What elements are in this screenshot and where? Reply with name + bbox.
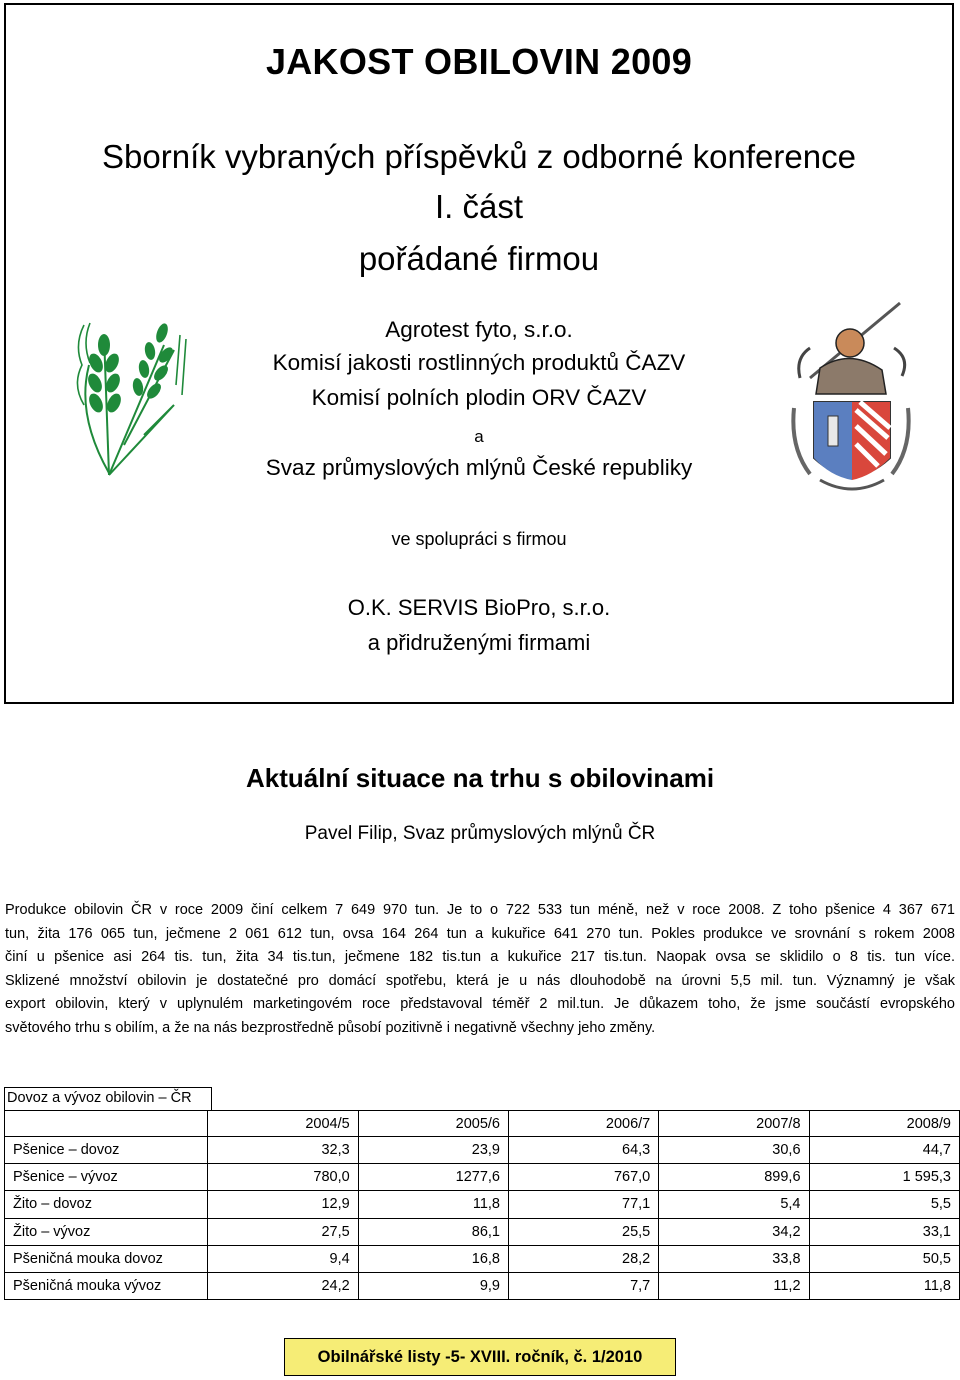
table-row [5,1137,960,1164]
row-label: Pšeničná mouka vývoz [5,1272,208,1299]
table-cell: 12,9 [208,1191,358,1218]
body-line: Sklizené množství obilovin je dostatečné pro domácí spotřebu, která je u nás dlouhodobě na úrovni 5,5 mil. tun. Významný je však [5,972,955,989]
organizer-commission-crops: Komisí polních plodin ORV ČAZV [311,385,647,410]
row-label: Žito – dovoz [5,1191,208,1218]
article-body [5,899,955,1041]
table-cell: 1277,6 [358,1164,508,1191]
table-cell: 32,3 [208,1137,358,1164]
column-header: 2008/9 [809,1111,959,1137]
organizer-agrotest: Agrotest fyto, s.r.o. [385,317,573,342]
column-header: 2007/8 [659,1111,809,1137]
table-cell: 30,6 [659,1137,809,1164]
import-export-table [4,1110,960,1300]
article-author: Pavel Filip, Svaz průmyslových mlýnů ČR [304,823,656,844]
subtitle-proceedings: Sborník vybraných příspěvků z odborné konference [102,138,856,175]
body-line: tun, žita 176 065 tun, ječmene 2 061 612 tun, ovsa 164 264 tun a kukuřice 641 270 tun. Pokles produkce ve srovnání s rokem 2008 [5,925,955,942]
table-cell: 11,8 [358,1191,508,1218]
mill-guild-crest-icon [790,298,912,498]
table-row [5,1218,960,1245]
organizer-millers-union: Svaz průmyslových mlýnů České republiky [265,455,693,480]
organizer-conjunction: a [474,427,484,446]
table-cell: 23,9 [358,1137,508,1164]
table-cell: 780,0 [208,1164,358,1191]
wheat-ears-logo-icon [64,305,194,485]
table-cell: 86,1 [358,1218,508,1245]
column-header: 2004/5 [208,1111,358,1137]
cover-frame [4,3,954,704]
body-line: světového trhu s obilím, a že na nás bezprostředně působí pozitivně i negativně všechny jeho změny. [5,1019,656,1036]
table-row [5,1191,960,1218]
table-cell: 24,2 [208,1272,358,1299]
subtitle-organized-by: pořádané firmou [358,240,600,277]
table-cell: 44,7 [809,1137,959,1164]
header-corner-cell [5,1111,208,1137]
table-cell: 9,4 [208,1245,358,1272]
table-cell: 899,6 [659,1164,809,1191]
column-header: 2005/6 [358,1111,508,1137]
table-cell: 11,2 [659,1272,809,1299]
body-line: činí u pšenice asi 264 tis. tun, žita 34 tis.tun, ječmene 182 tis.tun a kukuřice 217 tis.tun. Naopak ovsa se sklidilo o 8 tis. tun více. [5,949,955,966]
journal-footer: Obilnářské listy -5- XVIII. ročník, č. 1/2010 [284,1338,676,1376]
organizer-commission-quality: Komisí jakosti rostlinných produktů ČAZV [272,350,686,375]
table-cell: 9,9 [358,1272,508,1299]
table-row [5,1272,960,1299]
table-cell: 27,5 [208,1218,358,1245]
table-cell: 64,3 [508,1137,658,1164]
table-cell: 11,8 [809,1272,959,1299]
partner-associates: a přidruženými firmami [367,630,591,655]
body-line: Produkce obilovin ČR v roce 2009 činí celkem 7 649 970 tun. Je to o 722 533 tun méně, než v roce 2008. Z toho pšenice 4 367 671 [5,902,955,918]
partner-company: O.K. SERVIS BioPro, s.r.o. [347,595,611,620]
row-label: Pšeničná mouka dovoz [5,1245,208,1272]
table-row [5,1245,960,1272]
table-cell: 1 595,3 [809,1164,959,1191]
document-title: JAKOST OBILOVIN 2009 [265,41,693,82]
article-title: Aktuální situace na trhu s obilovinami [245,763,715,793]
table-cell: 16,8 [358,1245,508,1272]
table-cell: 34,2 [659,1218,809,1245]
table-cell: 33,8 [659,1245,809,1272]
cooperation-text: ve spolupráci s firmou [391,529,567,549]
body-line: export obilovin, který v uplynulém marketingovém roce představoval téměř 2 mil.tun. Je důkazem toho, že jsme součástí evropského [5,996,955,1013]
table-cell: 77,1 [508,1191,658,1218]
table-cell: 5,5 [809,1191,959,1218]
table-cell: 767,0 [508,1164,658,1191]
row-label: Pšenice – dovoz [5,1137,208,1164]
column-header: 2006/7 [508,1111,658,1137]
table-cell: 7,7 [508,1272,658,1299]
table-cell: 33,1 [809,1218,959,1245]
table-cell: 25,5 [508,1218,658,1245]
table-caption: Dovoz a vývoz obilovin – ČR [4,1087,212,1111]
table-row [5,1164,960,1191]
table-cell: 28,2 [508,1245,658,1272]
table-header-row [5,1111,960,1137]
table-cell: 50,5 [809,1245,959,1272]
table-cell: 5,4 [659,1191,809,1218]
subtitle-part: I. část [434,188,524,225]
row-label: Žito – vývoz [5,1218,208,1245]
row-label: Pšenice – vývoz [5,1164,208,1191]
